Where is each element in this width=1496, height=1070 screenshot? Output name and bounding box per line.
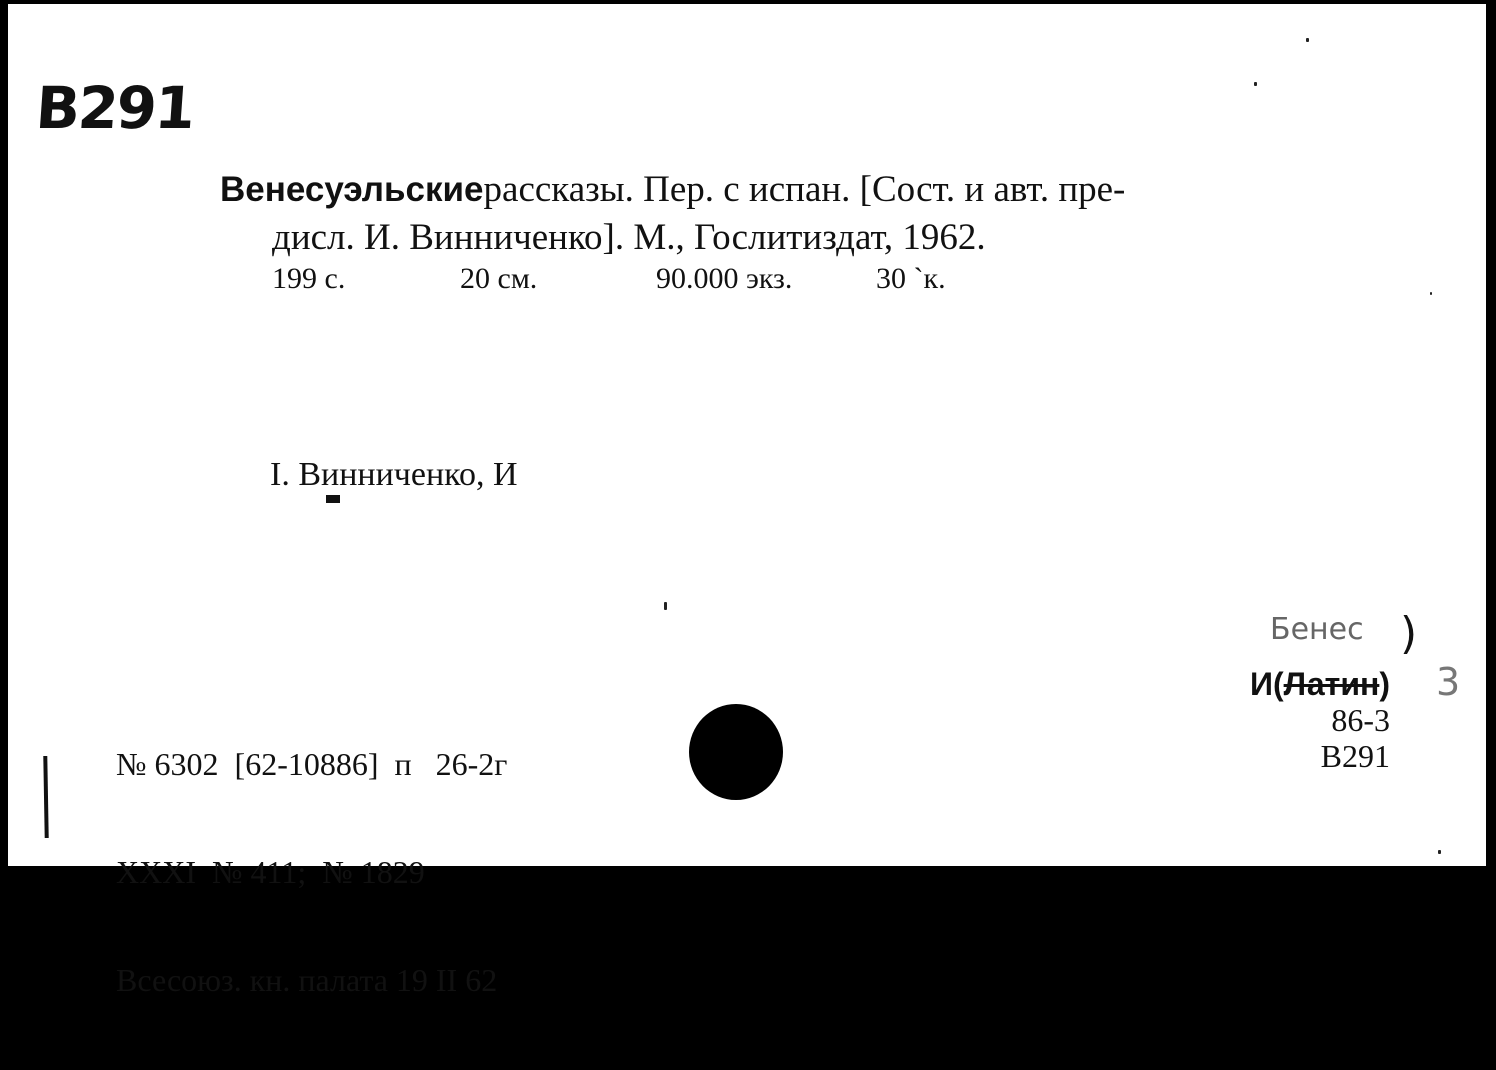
classification-call-number: B291 [1320, 738, 1390, 774]
subject-struck: Латин [1283, 666, 1380, 702]
speck [664, 602, 667, 610]
handwritten-paren: ) [1400, 608, 1418, 659]
speck [1438, 850, 1441, 854]
tracing-entry: I. Винниченко, И [270, 456, 518, 493]
margin-mark [43, 756, 48, 838]
speck [1430, 292, 1432, 295]
collation-price: 30 `к. [876, 262, 946, 295]
tracing-underline-mark [326, 495, 340, 503]
speck [1306, 38, 1309, 42]
subject-prefix: И( [1249, 666, 1284, 702]
entry-title: Венесуэльские [220, 170, 484, 209]
punch-hole [689, 704, 783, 800]
collation-pages: 199 с. [272, 262, 346, 295]
handwritten-mark: 3 [1436, 660, 1461, 704]
classification-block [1250, 666, 1390, 774]
entry-line-2: дисл. И. Винниченко]. М., Гослитиздат, 1962. [272, 217, 986, 258]
entry-line-1-rest: рассказы. Пер. с испан. [Сост. и авт. пре- [483, 169, 1126, 210]
imprint-line-2: XXXI № 411; № 1829 [116, 854, 425, 890]
handwritten-call-number: B291 [33, 74, 196, 142]
imprint-block [116, 674, 507, 1070]
handwritten-note: Бенес [1270, 612, 1364, 647]
classification-code: 86-3 [1331, 702, 1390, 738]
speck [1254, 82, 1257, 86]
entry-line-1 [220, 166, 1125, 214]
collation-print-run: 90.000 экз. [656, 262, 793, 295]
collation-size: 20 см. [460, 262, 538, 295]
imprint-line-1: № 6302 [62-10886] п 26-2г [116, 746, 508, 782]
subject-suffix: ) [1379, 666, 1390, 702]
subject-heading [1250, 666, 1390, 702]
imprint-line-3: Всесоюз. кн. палата 19 II 62 [116, 962, 498, 998]
catalog-card [8, 4, 1486, 998]
